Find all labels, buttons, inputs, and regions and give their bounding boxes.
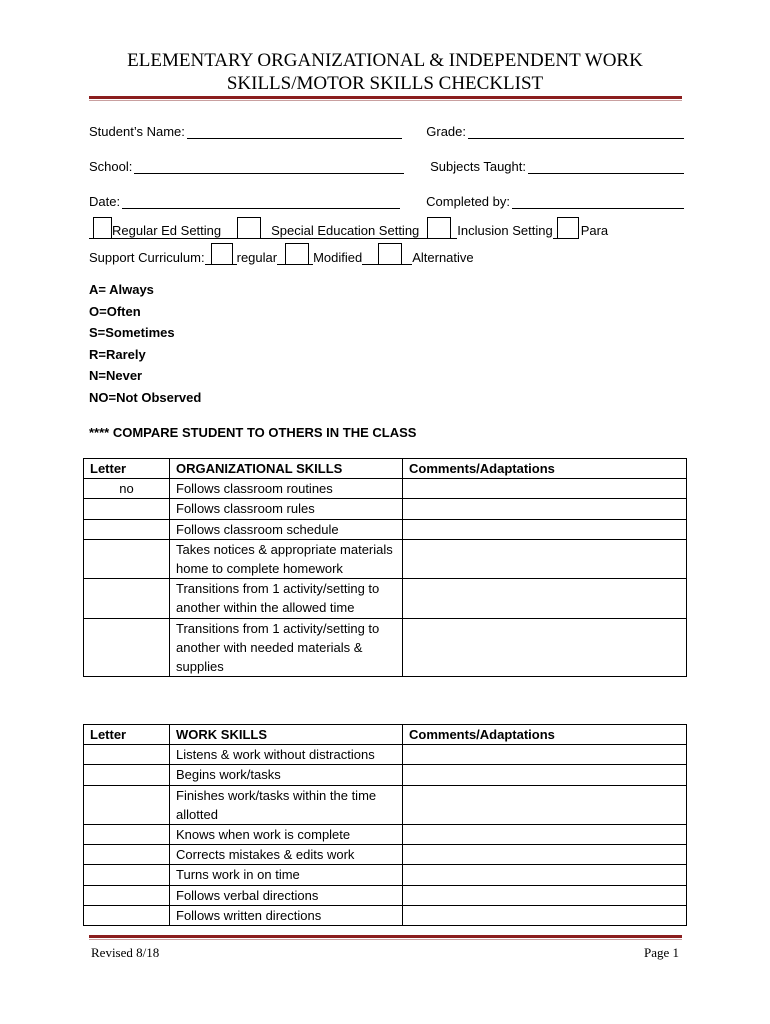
- para-checkbox[interactable]: [557, 217, 579, 239]
- letter-header: Letter: [84, 725, 170, 745]
- date-field[interactable]: [122, 194, 400, 209]
- table-row: [84, 785, 687, 824]
- legend-sometimes: S=Sometimes: [89, 325, 175, 341]
- comments-cell[interactable]: [403, 885, 687, 905]
- alternative-label: Alternative: [412, 250, 474, 265]
- letter-cell[interactable]: [84, 905, 170, 925]
- comments-cell[interactable]: [403, 539, 687, 578]
- skill-cell: Knows when work is complete: [170, 825, 403, 845]
- legend-not-observed: NO=Not Observed: [89, 389, 202, 405]
- table-row: [84, 539, 687, 578]
- table-row: [84, 579, 687, 618]
- letter-cell[interactable]: [84, 579, 170, 618]
- table-header-row: [84, 459, 687, 479]
- table-row: [84, 845, 687, 865]
- organizational-skills-table: [83, 458, 687, 677]
- skill-cell: Listens & work without distractions: [170, 745, 403, 765]
- legend-always: A= Always: [89, 282, 154, 297]
- modified-label: Modified: [313, 250, 363, 265]
- curriculum-line: [89, 243, 689, 265]
- comments-cell[interactable]: [403, 845, 687, 865]
- letter-cell[interactable]: [84, 845, 170, 865]
- table-row: [84, 885, 687, 905]
- special-ed-label: Special Education Setting: [271, 223, 420, 238]
- comments-cell[interactable]: [403, 745, 687, 765]
- table-row: [84, 825, 687, 845]
- alternative-checkbox[interactable]: [378, 243, 402, 265]
- letter-cell[interactable]: [84, 745, 170, 765]
- letter-cell[interactable]: [84, 765, 170, 785]
- comments-cell[interactable]: [403, 765, 687, 785]
- skill-cell: Follows classroom routines: [170, 479, 403, 499]
- letter-cell[interactable]: [84, 618, 170, 677]
- work-skills-table: [83, 724, 687, 926]
- table-row: [84, 905, 687, 925]
- page-title-line2: SKILLS/MOTOR SKILLS CHECKLIST: [226, 73, 544, 94]
- support-curriculum-label: Support Curriculum:: [89, 250, 205, 265]
- para-label: Para: [580, 223, 609, 238]
- legend-rarely: R=Rarely: [89, 346, 146, 362]
- regular-label: regular: [236, 250, 278, 265]
- settings-line: [89, 217, 689, 241]
- skill-cell: Follows verbal directions: [170, 885, 403, 905]
- letter-cell[interactable]: [84, 825, 170, 845]
- comments-cell[interactable]: [403, 865, 687, 885]
- date-label: Date:: [89, 194, 121, 209]
- row-date-completed: [89, 189, 684, 209]
- table-row: [84, 745, 687, 765]
- subjects-taught-label: Subjects Taught:: [430, 159, 526, 174]
- table-row: [84, 499, 687, 519]
- comments-cell[interactable]: [403, 825, 687, 845]
- inclusion-label: Inclusion Setting: [457, 223, 553, 238]
- legend-never: N=Never: [89, 368, 143, 384]
- skill-cell: Turns work in on time: [170, 865, 403, 885]
- footer-rule-dark: [89, 935, 682, 938]
- special-ed-checkbox[interactable]: [237, 217, 261, 239]
- table-row: [84, 519, 687, 539]
- rating-legend: [89, 279, 201, 409]
- table-row: [84, 865, 687, 885]
- school-field[interactable]: [134, 159, 404, 174]
- regular-ed-label: Regular Ed Setting: [112, 223, 222, 238]
- grade-label: Grade:: [426, 124, 466, 139]
- table-header-row: [84, 725, 687, 745]
- subjects-taught-field[interactable]: [528, 159, 684, 174]
- work-skills-header: WORK SKILLS: [170, 725, 403, 745]
- grade-field[interactable]: [468, 124, 684, 139]
- inclusion-checkbox[interactable]: [427, 217, 451, 239]
- skill-cell: Finishes work/tasks within the time allotted: [170, 785, 403, 824]
- skill-cell: Follows written directions: [170, 905, 403, 925]
- skill-cell: Transitions from 1 activity/setting to another within the allowed time: [170, 579, 403, 618]
- letter-cell[interactable]: [84, 499, 170, 519]
- footer-rule-light: [89, 939, 682, 940]
- skill-cell: Takes notices & appropriate materials home to complete homework: [170, 539, 403, 578]
- page-number: Page 1: [643, 945, 679, 960]
- comments-header: Comments/Adaptations: [403, 459, 687, 479]
- skill-cell: Begins work/tasks: [170, 765, 403, 785]
- organizational-skills-header: ORGANIZATIONAL SKILLS: [170, 459, 403, 479]
- comments-cell[interactable]: [403, 785, 687, 824]
- letter-cell[interactable]: [84, 519, 170, 539]
- letter-cell[interactable]: [84, 539, 170, 578]
- modified-checkbox[interactable]: [285, 243, 309, 265]
- regular-ed-checkbox[interactable]: [93, 217, 112, 239]
- row-school-subjects: [89, 154, 684, 174]
- skill-cell: Follows classroom schedule: [170, 519, 403, 539]
- page-title-line1: ELEMENTARY ORGANIZATIONAL & INDEPENDENT WORK: [127, 50, 643, 71]
- skill-cell: Follows classroom rules: [170, 499, 403, 519]
- table-row: [84, 765, 687, 785]
- letter-cell[interactable]: [84, 865, 170, 885]
- title-rule-light: [89, 100, 682, 101]
- comments-header: Comments/Adaptations: [403, 725, 687, 745]
- comments-cell[interactable]: [403, 618, 687, 677]
- revised-date: Revised 8/18: [91, 945, 160, 960]
- skill-cell: Transitions from 1 activity/setting to another with needed materials & supplies: [170, 618, 403, 677]
- comments-cell[interactable]: [403, 479, 687, 499]
- letter-header: Letter: [84, 459, 170, 479]
- comments-cell[interactable]: [403, 519, 687, 539]
- completed-by-field[interactable]: [512, 194, 684, 209]
- completed-by-label: Completed by:: [426, 194, 510, 209]
- legend-often: O=Often: [89, 303, 141, 319]
- comments-cell[interactable]: [403, 499, 687, 519]
- regular-checkbox[interactable]: [211, 243, 233, 265]
- row-name-grade: [89, 119, 684, 139]
- table-row: [84, 618, 687, 677]
- letter-cell[interactable]: no: [84, 479, 170, 499]
- comments-cell[interactable]: [403, 905, 687, 925]
- school-label: School:: [89, 159, 133, 174]
- comments-cell[interactable]: [403, 579, 687, 618]
- student-name-field[interactable]: [187, 124, 402, 139]
- letter-cell[interactable]: [84, 785, 170, 824]
- skill-cell: Corrects mistakes & edits work: [170, 845, 403, 865]
- compare-note: **** COMPARE STUDENT TO OTHERS IN THE CLASS: [89, 425, 417, 440]
- letter-cell[interactable]: [84, 885, 170, 905]
- title-rule-dark: [89, 96, 682, 99]
- student-name-label: Student’s Name:: [89, 124, 185, 139]
- table-row: [84, 479, 687, 499]
